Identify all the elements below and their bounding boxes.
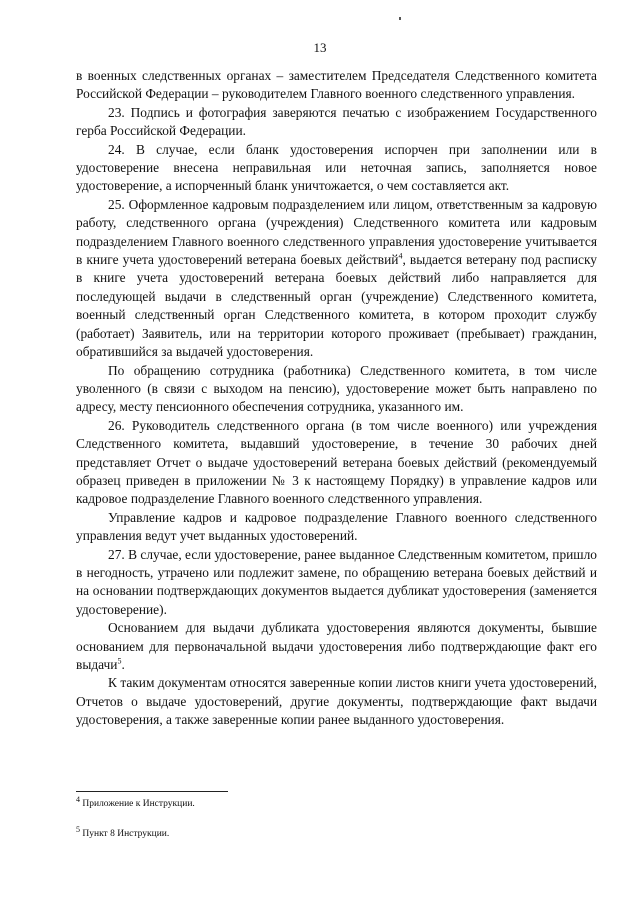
paragraph-continuation: в военных следственных органах – заместителем Председателя Следственного комитета Российской Федерации – руководителем Главного военного следственного управления. [76,68,597,102]
footnote-4 [76,794,195,810]
footnote-ref-4: 4 [398,251,403,261]
paragraph-duplicate-basis [76,619,597,674]
document-body [76,67,597,730]
paragraph-23: 23. Подпись и фотография заверяются печатью с изображением Государственного герба Российской Федерации. [76,104,597,139]
footnote-mark-4: 4 [76,794,80,804]
page-number: 13 [313,40,327,55]
footnote-5 [76,824,170,840]
footnote-text-5: Пункт 8 Инструкции. [82,829,170,839]
paragraph-duplicate-text-before: Основанием для выдачи дубликата удостоверения являются документы, бывшие основанием для первоначальной выдачи удостоверения либо подтверждающие факт его выдачи [76,620,597,672]
paragraph-25 [76,196,597,362]
footnote-mark-5: 5 [76,824,80,834]
scan-speck [399,17,401,20]
paragraph-registry: Управление кадров и кадровое подразделение Главного военного следственного управления ведут учет выданных удостоверений. [76,509,597,544]
paragraph-25-text-after: , выдается ветерану под расписку в книге учета удостоверений ветерана боевых действий либо направляется для последующей выдачи в следственный орган (учреждение) Следственного комитета, военный следственный орган Следственного комитета, в котором проходит службу (работает) Заявитель, или на территории которого проживает (пребывает) гражданин, обратившийся за выдачей удостоверения. [76,252,597,360]
paragraph-26: 26. Руководитель следственного органа (в том числе военного) или учреждения Следственного комитета, выдавший удостоверение, в течение 30 рабочих дней представляет Отчет о выдаче удостоверений ветерана боевых действий (рекомендуемый образец приведен в приложении № 3 к настоящему Порядку) в управление кадров или кадровое подразделение Главного военного следственного управления. [76,417,597,507]
footnote-text-4: Приложение к Инструкции. [82,799,195,809]
footnote-ref-5: 5 [117,656,122,666]
paragraph-25-text-before: 25. Оформленное кадровым подразделением или лицом, ответственным за кадровую работу, следственного органа (учреждения) Следственного комитета или кадровым подразделением Главного военного следственного управления удостоверение учитывается в книге учета удостоверений ветерана боевых действий [76,196,597,268]
paragraph-duplicate-text-after: . [121,657,125,672]
paragraph-documents-list: К таким документам относятся заверенные копии листов книги учета удостоверений, Отчетов о выдаче удостоверений, другие документы, подтверждающие факт выдачи удостоверения, а также заверенные копии ранее выданного удостоверения. [76,675,597,728]
paragraph-mail-delivery: По обращению сотрудника (работника) Следственного комитета, в том числе уволенного (в связи с выходом на пенсию), удостоверение может быть направлено по адресу, месту пенсионного обеспечения сотрудника, указанного им. [76,362,597,415]
footnote-separator [76,791,228,792]
paragraph-27: 27. В случае, если удостоверение, ранее выданное Следственным комитетом, пришло в негодность, утрачено или подлежит замене, по обращению ветерана боевых действий и на основании подтверждающих документов выдается дубликат удостоверения (заменяется удостоверение). [76,546,597,617]
paragraph-24: 24. В случае, если бланк удостоверения испорчен при заполнении или в удостоверение внесена неправильная или неточная запись, заполняется новое удостоверение, а испорченный бланк уничтожается, о чем составляется акт. [76,141,597,194]
